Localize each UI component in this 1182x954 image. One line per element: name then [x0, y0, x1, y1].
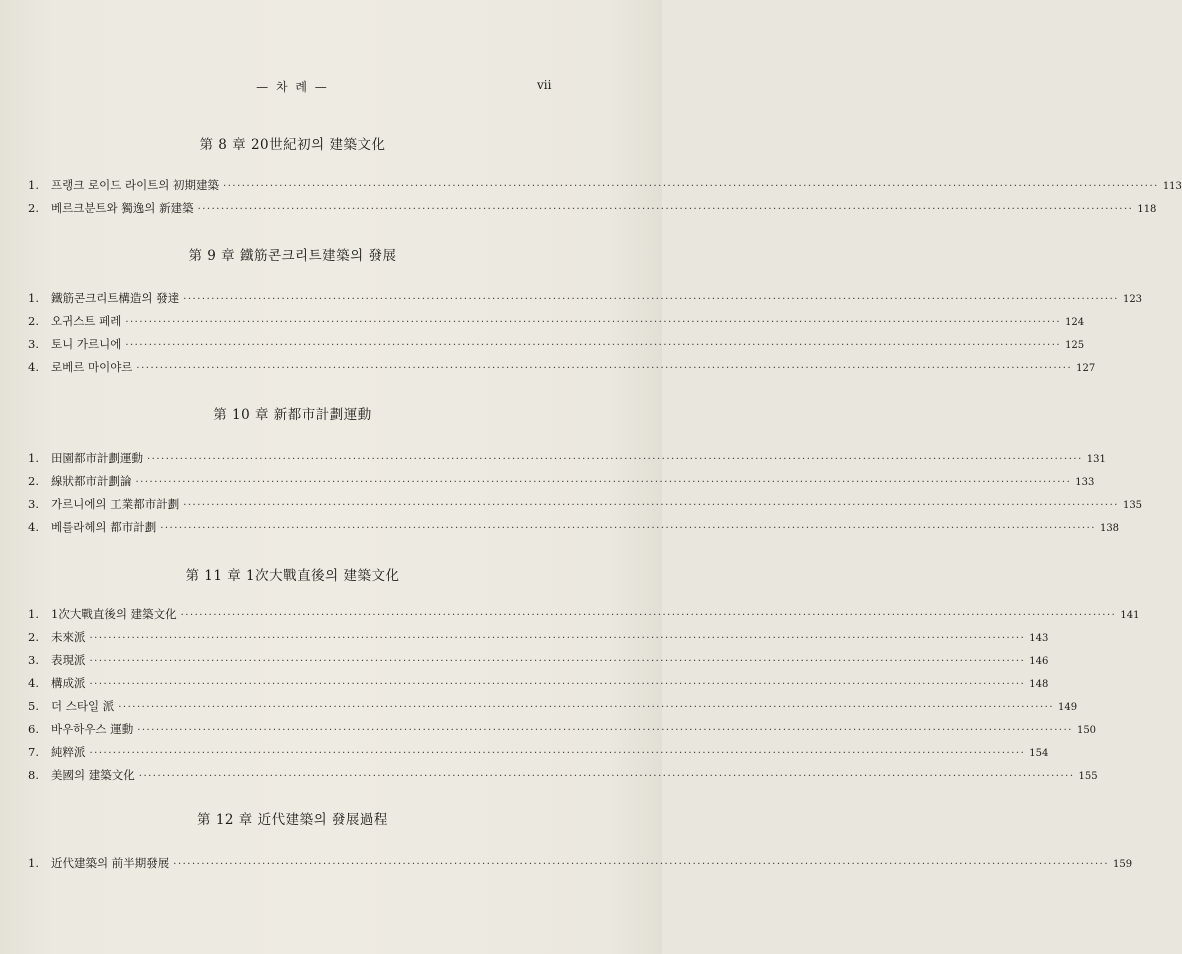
entry-page: 150 [1076, 725, 1097, 736]
entry-page: 146 [1029, 656, 1049, 667]
entry-title: 베를라헤의 都市計劃 [51, 520, 157, 534]
entry-title: 더 스타일 派 [51, 699, 115, 713]
leader-dots: ········································································································································································································ [183, 294, 1119, 305]
leader-dots: ········································································································································································································ [180, 610, 1117, 621]
chapter-heading: 第 11 章 1次大戰直後의 建築文化 [185, 568, 400, 584]
entry-title: 토니 가르니에 [51, 337, 122, 351]
entry-page: 118 [1137, 204, 1157, 215]
entry-title: 田園都市計劃運動 [51, 451, 143, 465]
entry-number: 1. [28, 291, 39, 305]
entry-title: 未來派 [51, 630, 86, 644]
toc-entry[interactable] [28, 767, 1098, 785]
entry-number: 1. [28, 178, 39, 192]
toc-entry[interactable] [28, 675, 1049, 693]
chapter-heading: 第 8 章 20世紀初의 建築文化 [199, 137, 386, 153]
toc-entry[interactable] [28, 606, 1140, 624]
entry-number: 4. [28, 360, 39, 374]
entry-page: 127 [1076, 363, 1096, 374]
page-header [0, 78, 662, 98]
entry-page: 135 [1122, 500, 1143, 511]
toc-entry[interactable] [28, 519, 1120, 537]
entry-title: 가르니에의 工業都市計劃 [51, 497, 180, 511]
entry-number: 3. [28, 497, 39, 511]
toc-entry[interactable] [28, 496, 1143, 514]
entry-title: 純粹派 [51, 745, 86, 759]
entry-page: 133 [1075, 477, 1095, 488]
leader-dots: ········································································································································································································ [147, 454, 1083, 465]
entry-page: 131 [1086, 454, 1106, 465]
toc-entry[interactable] [28, 721, 1097, 739]
entry-page: 148 [1029, 679, 1049, 690]
entry-title: 構成派 [51, 676, 86, 690]
entry-title: 프랭크 로이드 라이트의 初期建築 [51, 178, 220, 192]
toc-entry[interactable] [28, 450, 1106, 468]
entry-title: 바우하우스 運動 [51, 722, 134, 736]
leader-dots: ········································································································································································································ [118, 702, 1054, 713]
leader-dots: ········································································································································································································ [89, 656, 1026, 667]
toc-entry[interactable] [28, 473, 1095, 491]
leader-dots: ········································································································································································································ [137, 725, 1073, 736]
entry-title: 線狀都市計劃論 [51, 474, 132, 488]
entry-title: 近代建築의 前半期發展 [51, 856, 170, 870]
entry-title: 表現派 [51, 653, 86, 667]
entry-page: 154 [1029, 748, 1049, 759]
leader-dots: ········································································································································································································ [89, 633, 1026, 644]
entry-number: 2. [28, 630, 39, 644]
leader-dots: ········································································································································································································ [125, 317, 1062, 328]
entry-number: 1. [28, 451, 39, 465]
entry-number: 7. [28, 745, 39, 759]
leader-dots: ········································································································································································································ [135, 477, 1072, 488]
entry-page: 125 [1065, 340, 1085, 351]
toc-entry[interactable] [28, 177, 1182, 195]
toc-entry[interactable] [28, 200, 1157, 218]
entry-page: 149 [1058, 702, 1078, 713]
toc-entry[interactable] [28, 359, 1096, 377]
entry-number: 2. [28, 474, 39, 488]
entry-title: 베르크분트와 獨逸의 新建築 [51, 201, 194, 215]
toc-entry[interactable] [28, 855, 1133, 873]
leader-dots: ········································································································································································································ [136, 363, 1073, 374]
toc-entry[interactable] [28, 652, 1049, 670]
toc-entry[interactable] [28, 313, 1085, 331]
entry-number: 5. [28, 699, 39, 713]
chapter-heading: 第 9 章 鐵筋콘크리트建築의 發展 [188, 248, 397, 264]
entry-number: 8. [28, 768, 39, 782]
entry-title: 1次大戰直後의 建築文化 [51, 607, 177, 621]
leader-dots: ········································································································································································································ [197, 204, 1134, 215]
entry-page: 124 [1065, 317, 1085, 328]
entry-page: 138 [1099, 523, 1120, 534]
toc-entry[interactable] [28, 698, 1078, 716]
entry-number: 1. [28, 607, 39, 621]
leader-dots: ········································································································································································································ [89, 679, 1026, 690]
leader-dots: ········································································································································································································ [183, 500, 1119, 511]
toc-entry[interactable] [28, 629, 1049, 647]
toc-entry[interactable] [28, 744, 1049, 762]
entry-page: 123 [1122, 294, 1143, 305]
leader-dots: ········································································································································································································ [125, 340, 1062, 351]
leader-dots: ········································································································································································································ [223, 181, 1159, 192]
entry-number: 3. [28, 653, 39, 667]
entry-title: 鐵筋콘크리트構造의 發達 [51, 291, 180, 305]
entry-page: 155 [1078, 771, 1098, 782]
chapter-heading: 第 12 章 近代建築의 發展過程 [197, 812, 388, 828]
entry-page: 143 [1029, 633, 1049, 644]
entry-number: 4. [28, 520, 39, 534]
toc-entry[interactable] [28, 336, 1085, 354]
page-number: vii [537, 78, 552, 92]
entry-number: 2. [28, 314, 39, 328]
leader-dots: ········································································································································································································ [138, 771, 1075, 782]
leader-dots: ········································································································································································································ [160, 523, 1096, 534]
leader-dots: ········································································································································································································ [89, 748, 1026, 759]
entry-page: 113 [1162, 181, 1182, 192]
entry-title: 美國의 建築文化 [51, 768, 135, 782]
entry-title: 오귀스트 페레 [51, 314, 122, 328]
entry-page: 159 [1113, 859, 1133, 870]
chapter-heading: 第 10 章 新都市計劃運動 [213, 407, 372, 423]
entry-page: 141 [1120, 610, 1140, 621]
entry-number: 6. [28, 722, 39, 736]
entry-number: 4. [28, 676, 39, 690]
entry-number: 1. [28, 856, 39, 870]
toc-entry[interactable] [28, 290, 1143, 308]
entry-number: 3. [28, 337, 39, 351]
leader-dots: ········································································································································································································ [173, 859, 1110, 870]
entry-number: 2. [28, 201, 39, 215]
header-title: — 차 례 — [256, 80, 329, 94]
entry-title: 로베르 마이야르 [51, 360, 133, 374]
